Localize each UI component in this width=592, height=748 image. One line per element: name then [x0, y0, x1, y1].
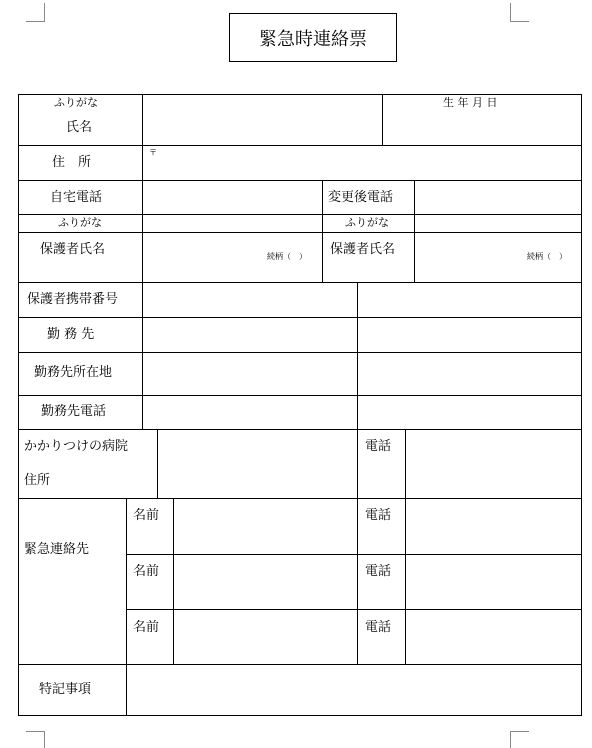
workplace-phone-field[interactable]: [143, 396, 357, 429]
rule-left: [18, 94, 19, 716]
workplace-field[interactable]: [143, 318, 357, 352]
relation-right-label: 続柄（ ）: [527, 252, 567, 261]
changed-phone-field[interactable]: [415, 181, 581, 214]
guardian-mobile-field[interactable]: [143, 283, 357, 317]
guardian-name-left-field[interactable]: [143, 233, 322, 282]
guardian-mobile-label: 保護者携帯番号: [27, 292, 119, 307]
contact-phone-field-3[interactable]: [406, 610, 581, 664]
clinic-field[interactable]: [158, 430, 357, 498]
address-label: 住 所: [52, 155, 92, 170]
clinic-label: かかりつけの病院: [24, 439, 129, 454]
guardian-name-right-field[interactable]: [415, 233, 581, 282]
emergency-contact-label: 緊急連絡先: [24, 542, 90, 557]
contact-phone-field-1[interactable]: [406, 499, 581, 554]
workplace-address-field[interactable]: [143, 353, 357, 395]
workplace-address-label: 勤務先所在地: [34, 365, 113, 380]
contact-name-label-1: 名前: [133, 508, 160, 523]
contact-name-field-2[interactable]: [174, 555, 357, 609]
contact-phone-label-2: 電話: [365, 564, 392, 579]
address-field[interactable]: [143, 146, 581, 180]
rule-phone-label: [357, 429, 358, 665]
home-phone-field[interactable]: [143, 181, 322, 214]
furigana-left-label: ふりがな: [58, 216, 102, 229]
guardian-name-right-label: 保護者氏名: [330, 242, 396, 257]
workplace-phone-label: 勤務先電話: [41, 404, 107, 419]
contact-name-field-1[interactable]: [174, 499, 357, 554]
contact-name-label-3: 名前: [133, 620, 160, 635]
name-label: 氏名: [66, 120, 93, 135]
contact-phone-label-1: 電話: [365, 508, 392, 523]
contact-name-field-3[interactable]: [174, 610, 357, 664]
contact-phone-label-3: 電話: [365, 620, 392, 635]
name-field[interactable]: [143, 95, 382, 145]
clinic-address-label: 住所: [24, 473, 51, 488]
furigana-right-label: ふりがな: [345, 216, 389, 229]
guardian-name-left-label: 保護者氏名: [40, 242, 106, 257]
changed-phone-label: 変更後電話: [328, 190, 394, 205]
birth-date-label: 生 年 月 日: [443, 96, 498, 109]
rule-row-3: [18, 214, 582, 215]
remarks-label: 特記事項: [39, 682, 92, 697]
clinic-phone-field[interactable]: [406, 430, 581, 498]
clinic-phone-label: 電話: [365, 439, 392, 454]
rule-bottom: [18, 715, 582, 716]
contact-name-label-2: 名前: [133, 564, 160, 579]
rule-mid-col: [322, 180, 323, 283]
rule-right-split: [357, 282, 358, 430]
birth-date-field[interactable]: [383, 110, 581, 145]
form-title-text: 緊急時連絡票: [259, 28, 367, 50]
remarks-field[interactable]: [127, 665, 581, 715]
postal-mark: 〒: [149, 148, 157, 157]
contact-phone-field-2[interactable]: [406, 555, 581, 609]
rule-right: [581, 94, 582, 716]
relation-left-label: 続柄（ ）: [267, 252, 307, 261]
home-phone-label: 自宅電話: [50, 190, 103, 205]
workplace-label: 勤 務 先: [47, 327, 95, 342]
furigana-label: ふりがな: [54, 96, 98, 109]
